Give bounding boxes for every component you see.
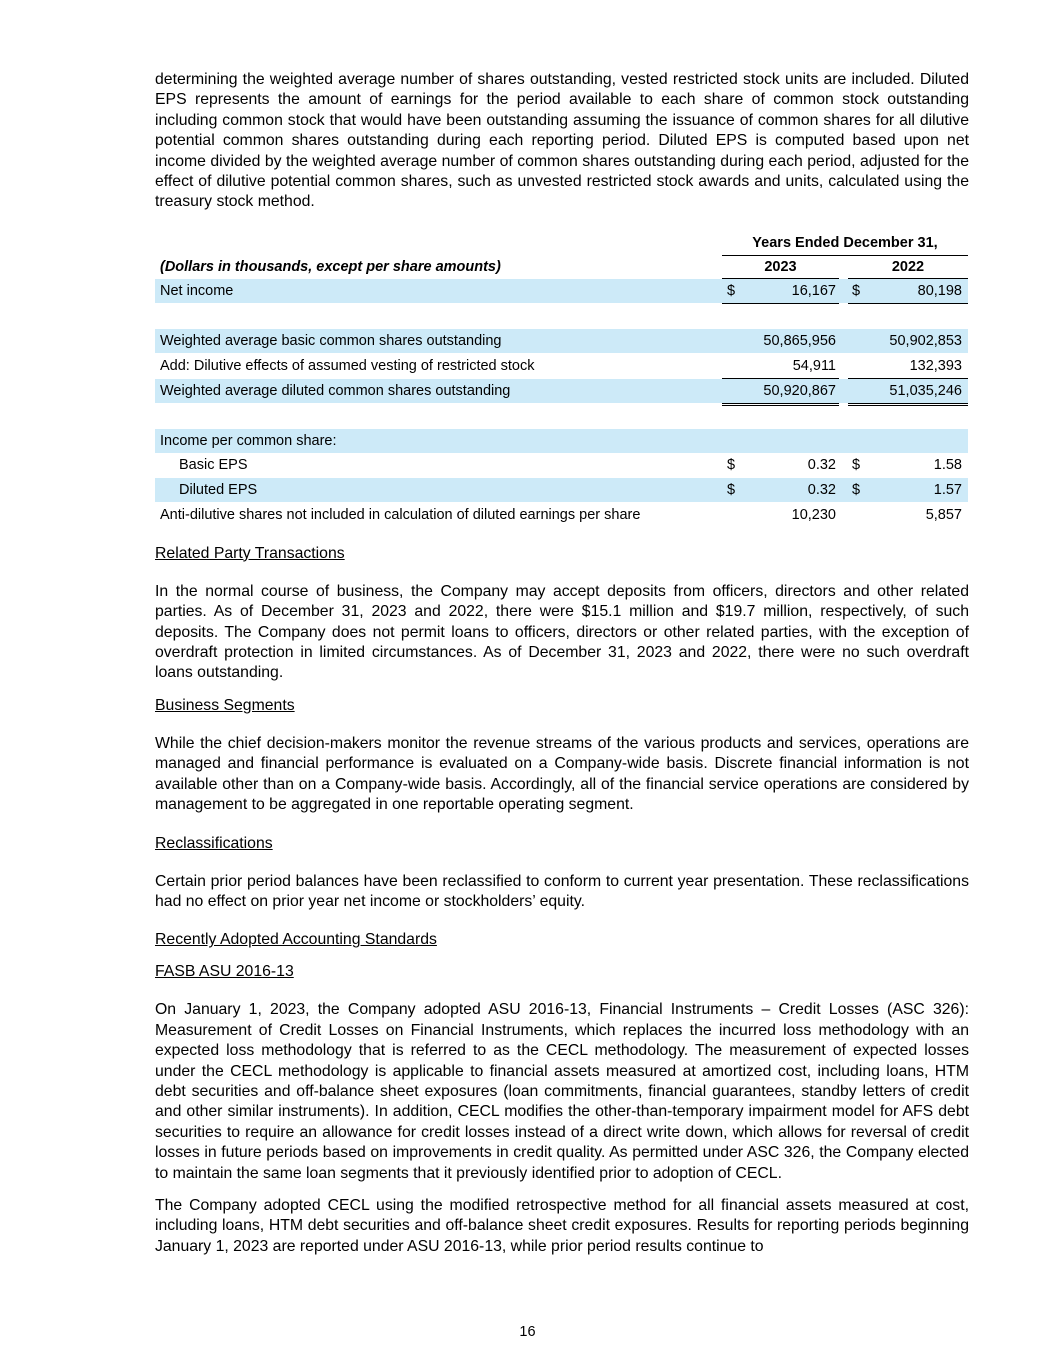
units-label: (Dollars in thousands, except per share amounts) — [160, 258, 501, 275]
row-label: Diluted EPS — [179, 481, 258, 498]
row-label: Basic EPS — [179, 456, 248, 473]
page-number: 16 — [519, 1324, 536, 1340]
table-row-diluted-eps — [155, 478, 968, 502]
value-2023: 0.32 — [807, 456, 836, 473]
value-2022: 1.58 — [933, 456, 962, 473]
table-row-dilutive-effects — [155, 354, 968, 378]
table-row-basic-eps — [155, 453, 968, 477]
value-2022: 51,035,246 — [889, 382, 962, 399]
table-row-basic-shares — [155, 329, 968, 353]
currency-symbol: $ — [727, 481, 736, 498]
currency-symbol: $ — [727, 282, 736, 299]
value-2023: 0.32 — [807, 481, 836, 498]
intro-paragraph: determining the weighted average number of shares outstanding, vested restricted stock units are included. Diluted EPS represents the amount of earnings for the period available to each share of common stock outstanding including common stock that would have been outstanding assuming the issuance of common shares for all dilutive potential common shares outstanding during each reporting period. Diluted EPS is computed based upon net income divided by the weighted average number of common shares outstanding during each period, adjusted for the effect of dilutive potential common shares, such as unvested restricted stock awards and units, calculated using the treasury stock method. — [155, 71, 969, 211]
eps-table — [155, 231, 969, 532]
business-segments-paragraph: While the chief decision-makers monitor the revenue streams of the various products and services, operations are managed and financial performance is evaluated on a Company-wide basis. Discrete financial information is not available other than on a Company-wide basis. Accordingly, all of the financial service operations are considered by management to be aggregated in one reportable operating segment. — [155, 734, 969, 814]
reclassifications-heading: Reclassifications — [155, 834, 273, 852]
related-party-paragraph: In the normal course of business, the Company may accept deposits from officers, directors and other related parties. As of December 31, 2023 and 2022, there were $15.1 million and $19.7 million, respectively, of such deposits. The Company does not permit loans to officers, directors or other related parties, with the exception of overdraft protection in limited circumstances. As of December 31, 2023 and 2022, there were no such overdraft loans outstanding. — [155, 582, 969, 682]
diluted-double-rule-2023 — [722, 403, 839, 406]
row-label: Net income — [160, 282, 234, 299]
currency-symbol: $ — [727, 456, 736, 473]
period-header: Years Ended December 31, — [752, 234, 938, 251]
related-party-heading: Related Party Transactions — [155, 544, 345, 562]
recent-standards-heading: Recently Adopted Accounting Standards — [155, 931, 437, 949]
table-row-anti-dilutive — [155, 503, 968, 527]
cecl-paragraph-1: On January 1, 2023, the Company adopted ASU 2016-13, Financial Instruments – Credit Losses (ASC 326): Measurement of Credit Losses on Financial Instruments, which replaces the incurred loss methodology with an expected loss methodology that is referred to as the CECL methodology. The measurement of expected losses under the CECL methodology is applicable to financial assets measured at amortized cost, including loans, HTM debt securities and off-balance sheet exposures (loan commitments, financial guarantees, standby letters of credit and other similar instruments). In addition, CECL modifies the other-than-temporary impairment model for AFS debt securities to require an allowance for credit losses instead of a direct write down, which allows for reversal of credit losses in future periods based on improvements in credit quality. As permitted under ASC 326, the Company elected to maintain the same loan segments that it previously identified prior to adoption of CECL. — [155, 1001, 969, 1182]
value-2023: 16,167 — [791, 282, 836, 299]
value-2022: 5,857 — [925, 506, 962, 523]
col-2023-header: 2023 — [764, 258, 797, 275]
value-2022: 132,393 — [909, 357, 962, 374]
value-2022: 80,198 — [917, 282, 962, 299]
value-2023: 54,911 — [792, 357, 836, 374]
cecl-paragraph-2: The Company adopted CECL using the modified retrospective method for all financial assets measured at cost, including loans, HTM debt securities and off-balance sheet credit exposures. Results for reporting periods beginning January 1, 2023 are reported under ASU 2016-13, while prior period results continue to — [155, 1196, 969, 1255]
row-label: Add: Dilutive effects of assumed vesting of restricted stock — [160, 357, 535, 374]
row-label: Weighted average diluted common shares outstanding — [160, 382, 511, 399]
row-label: Income per common share: — [160, 432, 337, 449]
table-row-net-income — [155, 279, 968, 303]
net-income-rule-2023 — [722, 303, 839, 304]
currency-symbol: $ — [852, 282, 861, 299]
asu-subheading: FASB ASU 2016-13 — [155, 963, 294, 981]
row-label: Anti-dilutive shares not included in calculation of diluted earnings per share — [160, 506, 641, 523]
table-row-diluted-shares — [155, 379, 968, 403]
currency-symbol: $ — [852, 481, 861, 498]
document-body — [155, 70, 969, 1257]
col-2022-header: 2022 — [891, 258, 925, 275]
value-2022: 50,902,853 — [889, 332, 962, 349]
reclassifications-paragraph: Certain prior period balances have been reclassified to conform to current year presentation. These reclassifications had no effect on prior year net income or stockholders’ equity. — [155, 872, 969, 910]
value-2023: 50,920,867 — [763, 382, 836, 399]
diluted-double-rule-2022 — [848, 403, 968, 406]
net-income-rule-2022 — [848, 303, 968, 304]
header-rule — [722, 255, 968, 256]
business-segments-heading: Business Segments — [155, 696, 295, 714]
value-2023: 50,865,956 — [763, 332, 836, 349]
value-2023: 10,230 — [791, 506, 836, 523]
row-label: Weighted average basic common shares outstanding — [160, 332, 502, 349]
value-2022: 1.57 — [933, 481, 962, 498]
table-row-income-per-share — [155, 429, 968, 453]
currency-symbol: $ — [852, 456, 861, 473]
